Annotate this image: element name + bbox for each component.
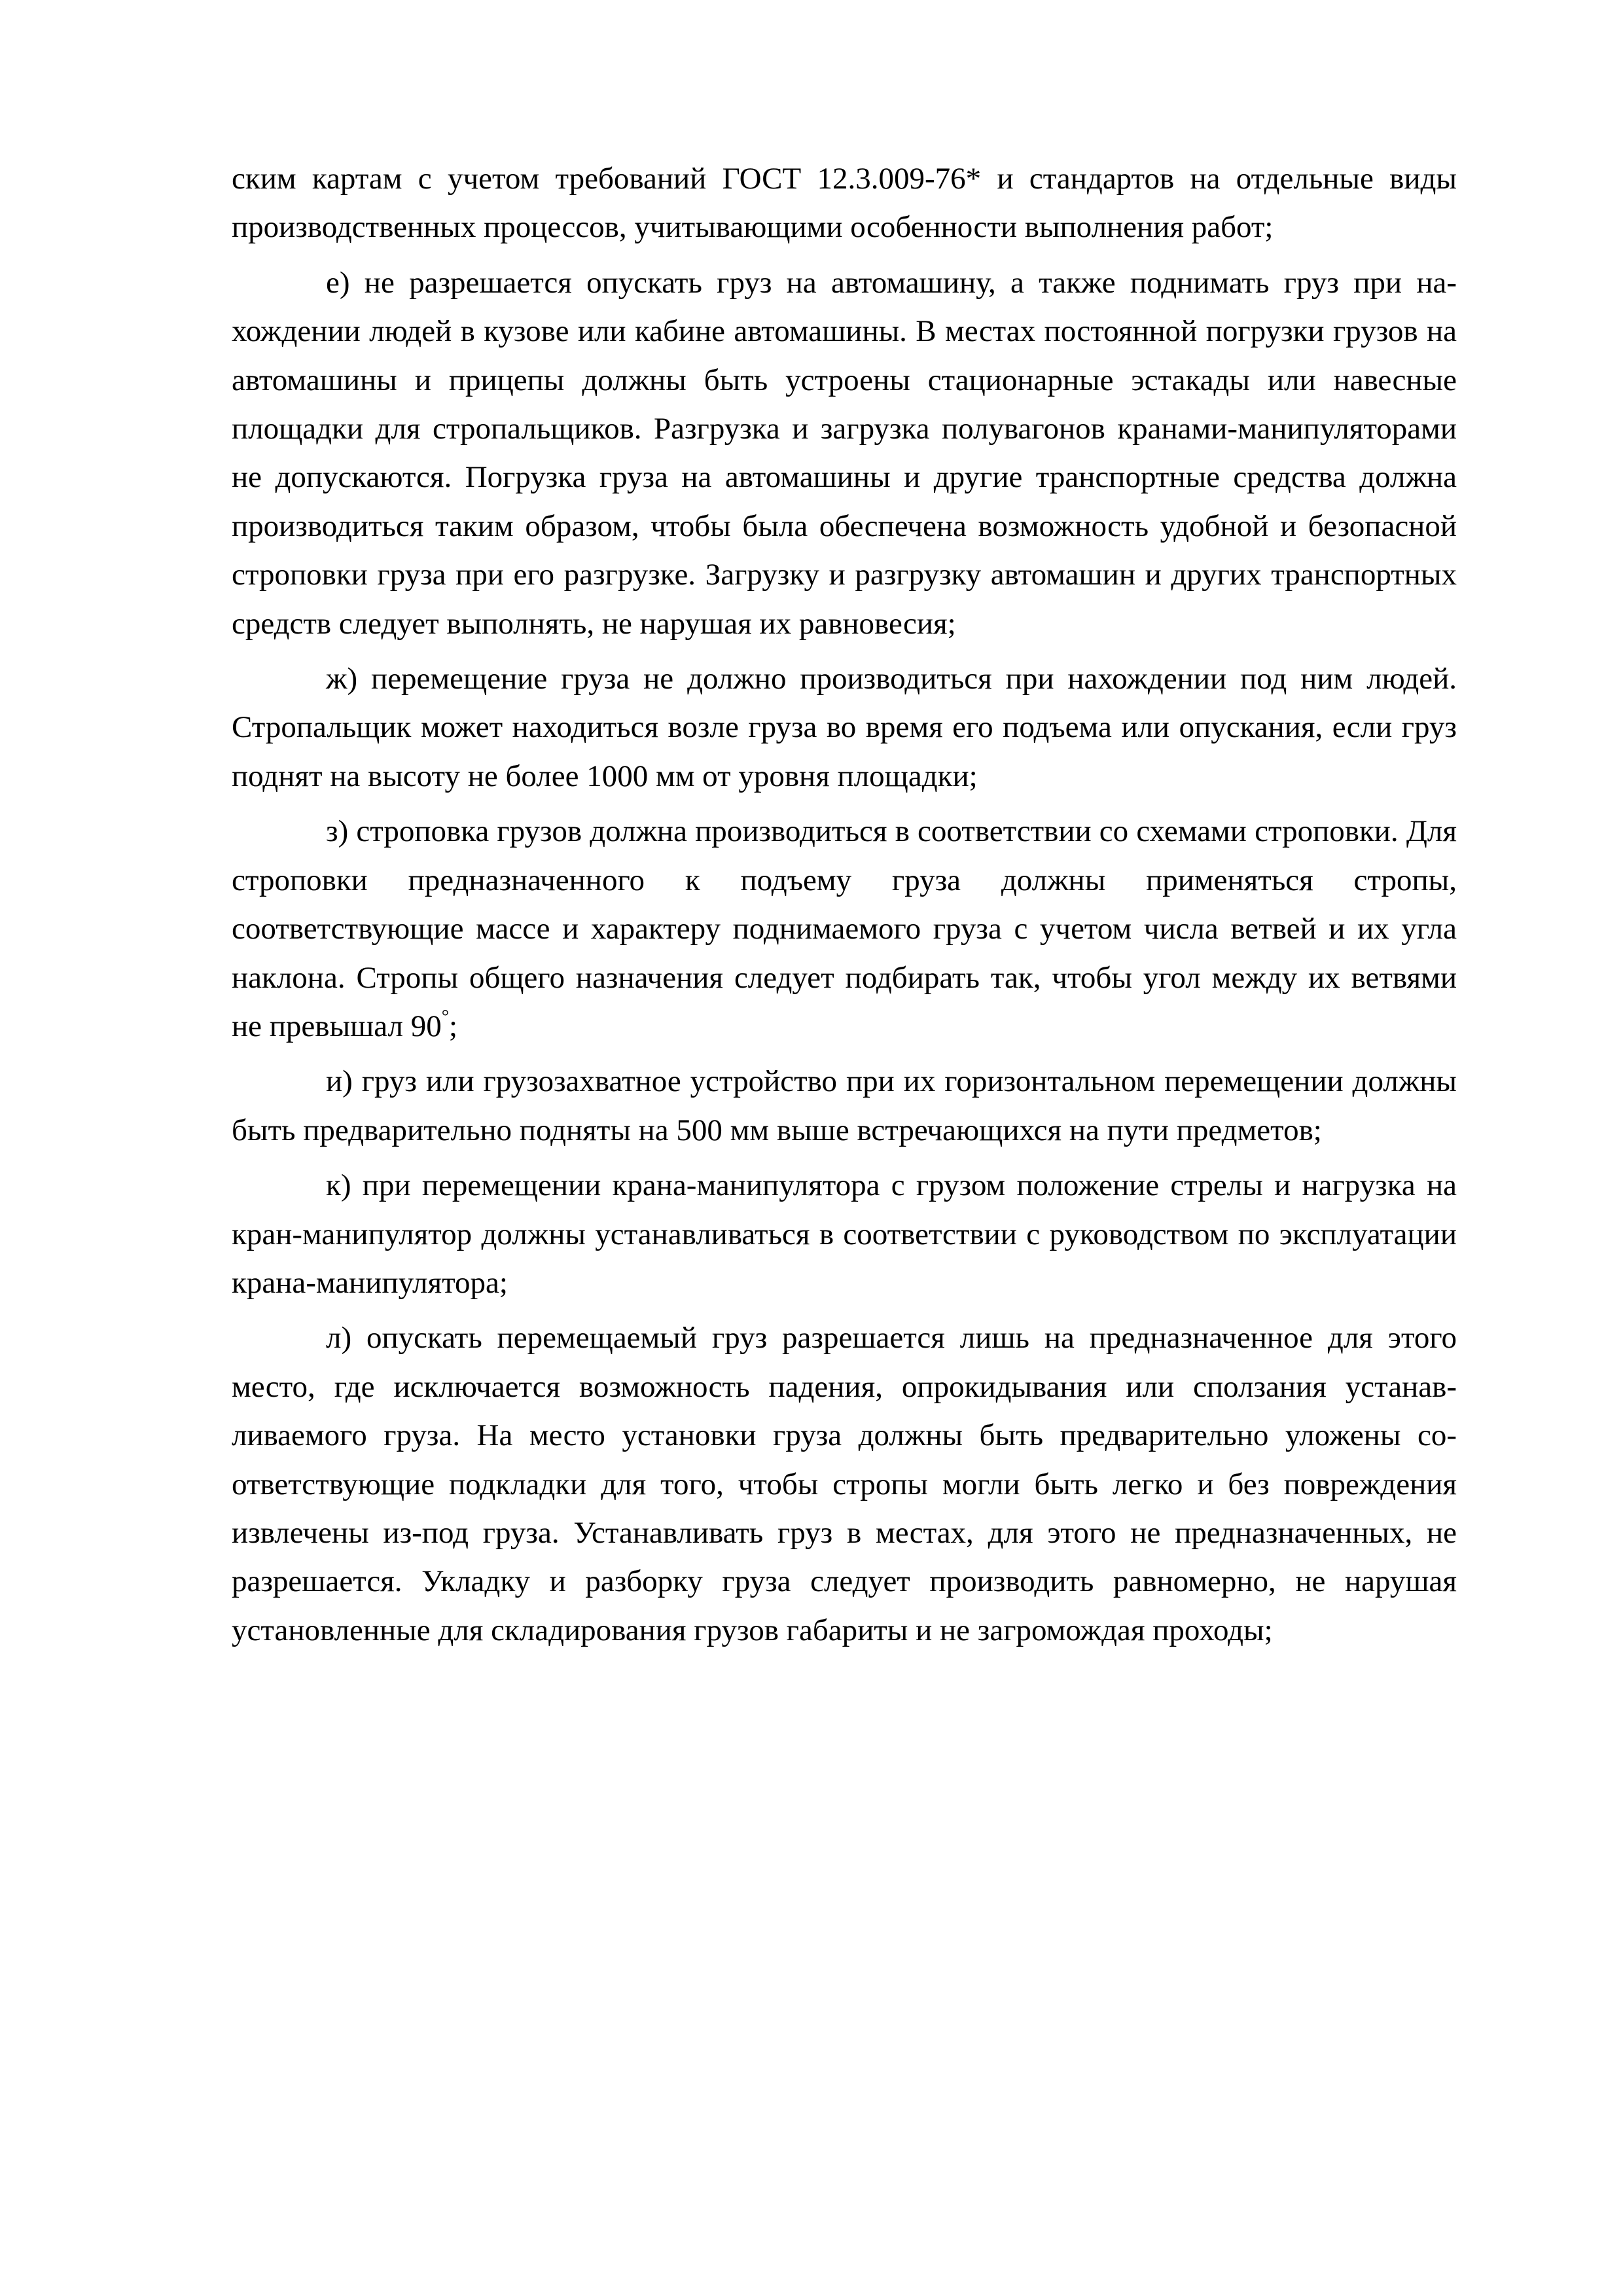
document-body (232, 154, 1457, 1655)
paragraph-item-i: и) груз или грузозахватное устройство при их горизонтальном перемещении должны быть предварительно подняты на 500 мм выше встречающихся на пути предметов; (232, 1064, 1457, 1147)
paragraph-item-k: к) при перемещении крана-манипулятора с грузом положение стрелы и нагрузка на кран-манипулятор должны устанавливаться в соответствии с руководством по эксплуатации крана-манипулятора; (232, 1168, 1457, 1300)
paragraph-item-z-end: ; (449, 1009, 458, 1043)
paragraph-continuation: ским картам с учетом требований ГОСТ 12.3.009-76* и стандартов на отдельные виды производственных процессов, учитывающими особенности выполнения работ; (232, 162, 1457, 245)
paragraph-item-l: л) опускать перемещаемый груз разрешается лишь на предназначенное для этого место, где исключается возможность падения, опрокидывания или сползания устанавливаемого груза. На место установки груза должны быть предварительно уложены соответствующие подкладки для того, чтобы стропы могли быть легко и без повреждения извлечены из-под груза. Устанавливать груз в местах, для этого не предназначенных, не разрешается. Укладку и разборку груза следует производить равномерно, не нарушая установленные для складирования грузов габариты и не загромождая проходы; (232, 1321, 1457, 1647)
paragraph-item-z-text: з) строповка грузов должна производиться в соответствии со схемами строповки. Для строповки предназначенного к подъему груза должны применяться стропы, соответствующие массе и характеру поднимаемого груза с учетом числа ветвей и их угла наклона. Стропы общего назначения следует подбирать так, чтобы угол между их ветвями не превышал 90 (232, 814, 1457, 1043)
paragraph-item-e: е) не разрешается опускать груз на автомашину, а также поднимать груз при нахождении людей в кузове или кабине автомашины. В местах постоянной погрузки грузов на автомашины и прицепы должны быть устроены стационарные эстакады или навесные площадки для стропальщиков. Разгрузка и загрузка полувагонов кранами-манипуляторами не допускаются. Погрузка груза на автомашины и другие транспортные средства должна производиться таким образом, чтобы была обеспечена возможность удобной и безопасной строповки груза при его разгрузке. Загрузку и разгрузку автомашин и других транспортных средств следует выполнять, не нарушая их равновесия; (232, 265, 1457, 641)
paragraph-item-zh: ж) перемещение груза не должно производиться при нахождении под ним людей. Стропальщик может находиться возле груза во время его подъема или опускания, если груз поднят на высоту не более 1000 мм от уровня площадки; (232, 662, 1457, 793)
degree-sign: ° (441, 1006, 449, 1027)
paragraph-item-z (232, 807, 1457, 1050)
